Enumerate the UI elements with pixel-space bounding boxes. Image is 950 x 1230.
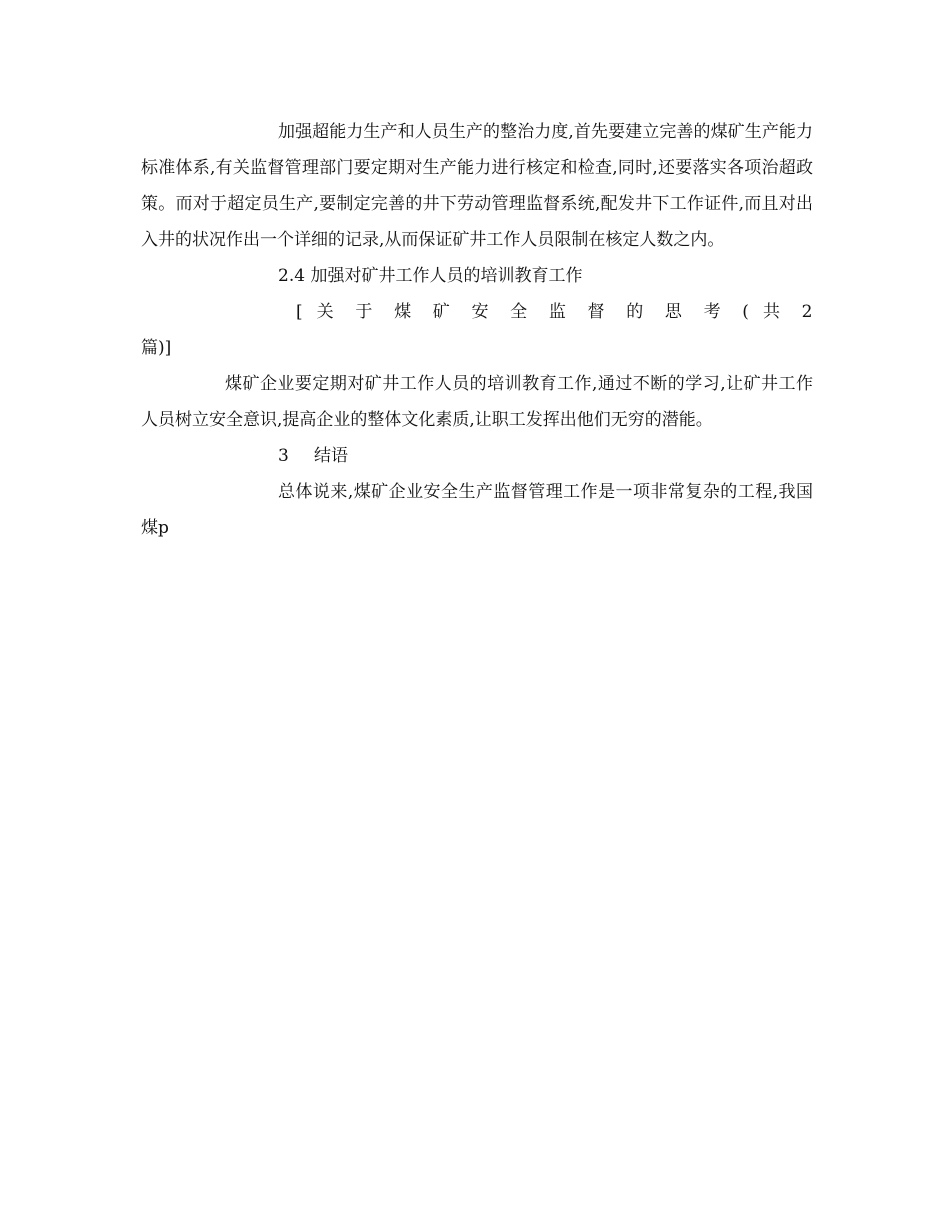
paragraph-conclusion: 总体说来,煤矿企业安全生产监督管理工作是一项非常复杂的工程,我国煤p [141, 482, 813, 538]
source-reference-line: [ 关 于 煤 矿 安 全 监 督 的 思 考 ( 共 2 [296, 302, 813, 322]
section-heading-2-4: 2.4 加强对矿井工作人员的培训教育工作 [278, 266, 583, 286]
paragraph-training-education: 煤矿企业要定期对矿井工作人员的培训教育工作,通过不断的学习,让矿井工作人员树立安全意识,提高企业的整体文化素质,让职工发挥出他们无穷的潜能。 [141, 374, 813, 430]
paragraph-overcapacity-control: 加强超能力生产和人员生产的整治力度,首先要建立完善的煤矿生产能力标准体系,有关监督管理部门要定期对生产能力进行核定和检查,同时,还要落实各项治超政策。而对于超定员生产,要制定完善的井下劳动管理监督系统,配发井下工作证件,而且对出入井的状况作出一个详细的记录,从而保证矿井工作人员限制在核定人数之内。 [141, 122, 813, 250]
source-reference-line-tail: 篇)] [141, 338, 172, 358]
document-body [141, 114, 813, 546]
section-title: 结语 [314, 446, 348, 466]
section-heading-3 [141, 438, 813, 474]
section-number: 3 [278, 446, 289, 466]
